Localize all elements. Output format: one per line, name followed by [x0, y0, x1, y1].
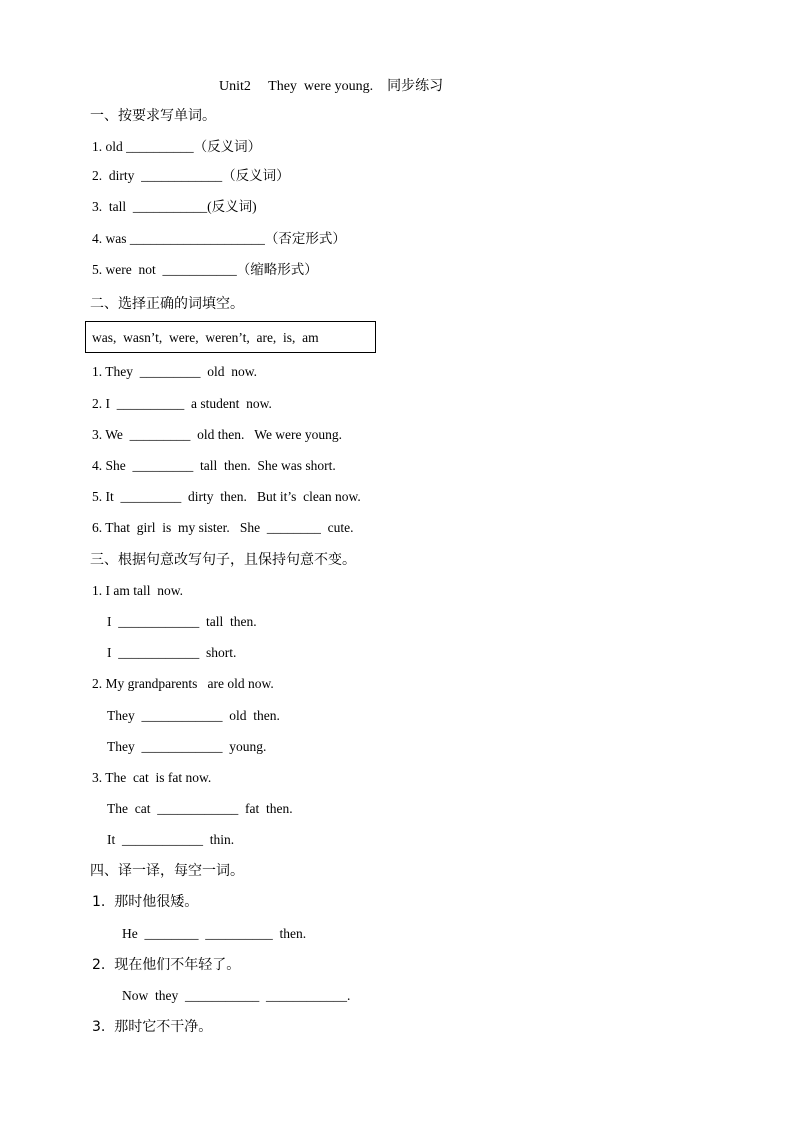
- section-1-heading: 一、按要求写单词。: [90, 108, 216, 124]
- s3-item-2: 2. My grandparents are old now.: [92, 676, 274, 691]
- s3-item-1b: I ____________ short.: [107, 645, 237, 660]
- s4-item-2: 2. 现在他们不年轻了。: [92, 957, 241, 973]
- s4-item-1-answer: He ________ __________ then.: [122, 926, 307, 941]
- s3-item-2a: They ____________ old then.: [107, 708, 280, 723]
- s1-item-4: 4. was ____________________（否定形式）: [92, 231, 346, 246]
- s1-item-1: 1. old __________（反义词）: [92, 139, 262, 154]
- s3-item-1a: I ____________ tall then.: [107, 614, 257, 629]
- word-bank-box: [85, 321, 376, 353]
- s2-item-3: 3. We _________ old then. We were young.: [92, 427, 343, 442]
- section-2-heading: 二、选择正确的词填空。: [90, 296, 244, 312]
- s2-item-5: 5. It _________ dirty then. But it’s clean now.: [92, 489, 361, 504]
- s3-item-3a: The cat ____________ fat then.: [107, 801, 293, 816]
- s2-item-4: 4. She _________ tall then. She was short.: [92, 458, 336, 473]
- s1-item-2: 2. dirty ____________（反义词）: [92, 168, 290, 183]
- s1-item-3: 3. tall ___________(反义词): [92, 199, 257, 214]
- s1-item-5: 5. were not ___________（缩略形式）: [92, 262, 318, 277]
- s2-item-6: 6. That girl is my sister. She ________ cute.: [92, 520, 354, 535]
- section-4-heading: 四、译一译，每空一词。: [90, 863, 244, 879]
- s4-item-1: 1. 那时他很矮。: [92, 894, 199, 910]
- page-title: Unit2 They were young. 同步练习: [219, 79, 444, 94]
- word-bank-text: was, wasn’t, were, weren’t, are, is, am: [92, 330, 319, 345]
- s4-item-2-answer: Now they ___________ ____________.: [122, 988, 351, 1003]
- section-3-heading: 三、根据句意改写句子，且保持句意不变。: [90, 552, 356, 568]
- s2-item-1: 1. They _________ old now.: [92, 364, 257, 379]
- s3-item-1: 1. I am tall now.: [92, 583, 183, 598]
- s4-item-3: 3. 那时它不干净。: [92, 1019, 213, 1035]
- s3-item-2b: They ____________ young.: [107, 739, 267, 754]
- s2-item-2: 2. I __________ a student now.: [92, 396, 272, 411]
- s3-item-3: 3. The cat is fat now.: [92, 770, 212, 785]
- s3-item-3b: It ____________ thin.: [107, 832, 235, 847]
